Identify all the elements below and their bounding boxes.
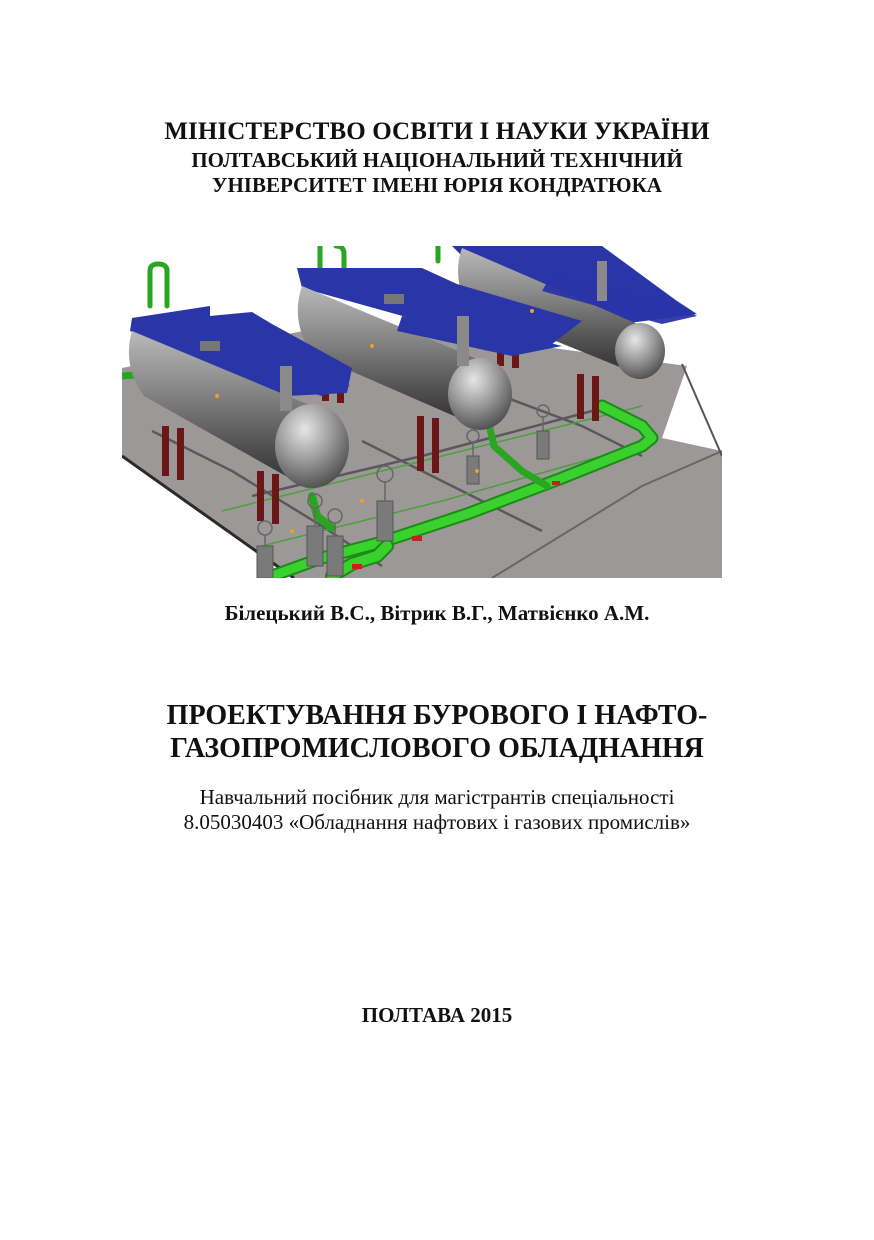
ministry-name: МІНІСТЕРСТВО ОСВІТИ І НАУКИ УКРАЇНИ [164, 118, 710, 145]
university-name-line2: УНІВЕРСИТЕТ ІМЕНІ ЮРІЯ КОНДРАТЮКА [212, 173, 662, 197]
authors: Білецький В.С., Вітрик В.Г., Матвієнко А.М. [224, 601, 650, 625]
book-title-line2: ГАЗОПРОМИСЛОВОГО ОБЛАДНАННЯ [170, 733, 704, 764]
cover-illustration [122, 246, 722, 578]
book-subtitle-line2: 8.05030403 «Обладнання нафтових і газових промислів» [183, 810, 691, 834]
city-year: ПОЛТАВА 2015 [361, 1003, 513, 1027]
book-title-line1: ПРОЕКТУВАННЯ БУРОВОГО І НАФТО- [166, 700, 708, 731]
university-name-line1: ПОЛТАВСЬКИЙ НАЦІОНАЛЬНИЙ ТЕХНІЧНИЙ [191, 148, 683, 172]
book-subtitle-line1: Навчальний посібник для магістрантів спеціальності [199, 785, 675, 809]
